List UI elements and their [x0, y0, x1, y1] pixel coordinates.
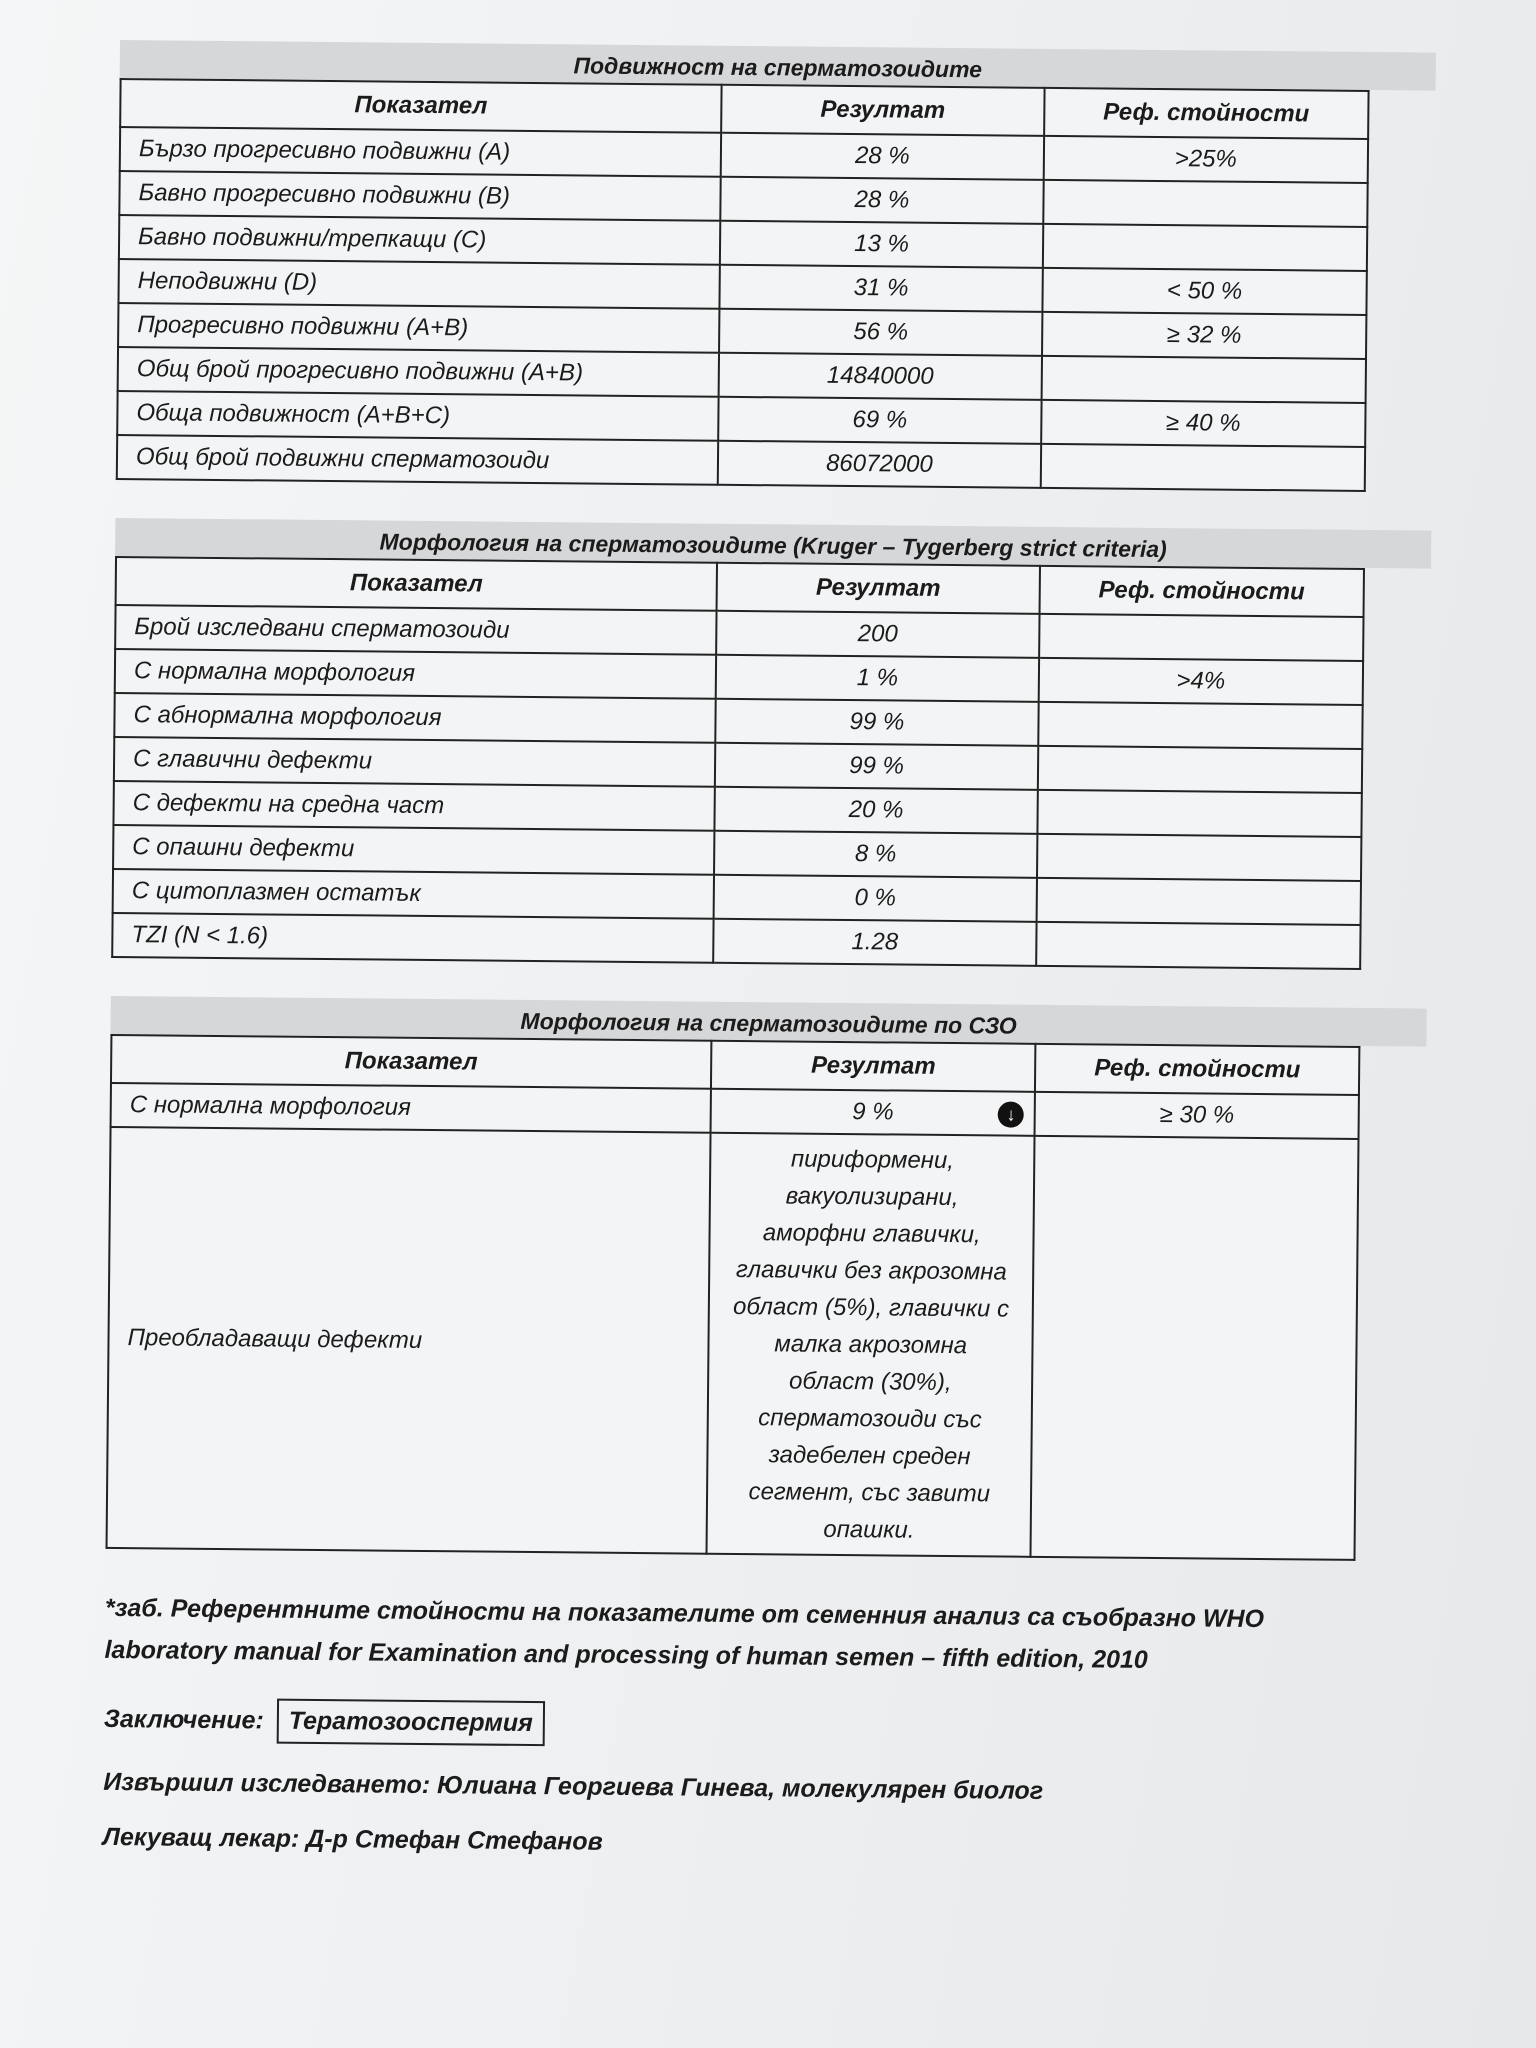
row-name: Преобладаващи дефекти [107, 1127, 711, 1554]
row-result: 13 % [720, 221, 1043, 268]
header-indicator: Показател [111, 1035, 711, 1089]
row-result: 14840000 [719, 353, 1042, 400]
row-result: 99 % [715, 699, 1038, 746]
header-indicator: Показател [120, 79, 722, 133]
row-ref: ≥ 32 % [1042, 312, 1367, 359]
row-name: С цитоплазмен остатък [113, 869, 715, 919]
row-name: Прогресивно подвижни (A+B) [118, 303, 720, 353]
row-result: 20 % [715, 787, 1038, 834]
motility-section [116, 40, 1450, 493]
row-ref [1037, 834, 1362, 881]
row-ref [1037, 790, 1362, 837]
row-result: 28 % [721, 133, 1044, 180]
row-ref [1043, 180, 1368, 227]
defect-line: задебелен среден [768, 1441, 971, 1471]
row-result: 28 % [720, 177, 1043, 224]
row-ref [1036, 878, 1361, 925]
kruger-table [111, 556, 1365, 970]
row-ref [1041, 356, 1366, 403]
conclusion-value: Тератозооспермия [277, 1699, 545, 1747]
defect-line: област (5%), главички с [732, 1292, 1010, 1323]
kruger-section [111, 518, 1445, 971]
row-result-cell [711, 1089, 1036, 1136]
reference-note: *заб. Референтните стойности на показателите от семенния анализ са съобразно WHO laboratory manual for Examination and processing of human semen – fifth edition, 2010 [104, 1593, 1265, 1674]
row-name: Неподвижни (D) [118, 259, 720, 309]
row-ref [1038, 746, 1363, 793]
who-table [106, 1034, 1361, 1561]
defect-line: опашки. [823, 1515, 915, 1544]
row-ref: ≥ 30 % [1035, 1092, 1359, 1139]
row-result: 1.28 [713, 919, 1036, 966]
row-name: С нормална морфология [111, 1083, 711, 1133]
defect-line: главички без акрозомна [735, 1255, 1007, 1286]
header-result: Резултат [721, 85, 1044, 136]
row-ref [1043, 224, 1368, 271]
row-result: 56 % [719, 309, 1042, 356]
row-ref [1039, 614, 1364, 661]
row-name: Общ брой подвижни сперматозоиди [117, 435, 719, 485]
defect-line: вакуолизирани, [785, 1182, 959, 1212]
row-result: 1 % [716, 655, 1039, 702]
kruger-title: Морфология на сперматозоидите (Kruger – Tygerberg strict criteria) [115, 518, 1431, 569]
row-result: 99 % [715, 743, 1038, 790]
row-name: С абнормална морфология [114, 693, 716, 743]
row-name: Бавно подвижни/трепкащи (C) [119, 215, 721, 265]
row-name: Бързо прогресивно подвижни (A) [120, 127, 722, 177]
motility-table [116, 78, 1370, 492]
row-name: С опашни дефекти [113, 825, 715, 875]
row-name: Брой изследвани сперматозоиди [115, 605, 717, 655]
row-name: Бавно прогресивно подвижни (B) [119, 171, 721, 221]
row-result: 31 % [720, 265, 1043, 312]
row-result: 86072000 [718, 441, 1041, 488]
defect-line: сперматозоиди със [758, 1404, 982, 1434]
header-result: Резултат [711, 1041, 1036, 1092]
row-ref [1031, 1136, 1359, 1560]
row-ref: >4% [1038, 658, 1363, 705]
row-result: 69 % [718, 397, 1041, 444]
defect-line: сегмент, със завити [748, 1478, 991, 1508]
row-ref [1038, 702, 1363, 749]
row-ref: < 50 % [1042, 268, 1367, 315]
defect-line: област (30%), [788, 1367, 952, 1397]
defect-line: малка акрозомна [774, 1330, 968, 1360]
row-name: С нормална морфология [115, 649, 717, 699]
row-name: TZI (N < 1.6) [112, 913, 714, 963]
row-name: С дефекти на средна част [113, 781, 715, 831]
row-ref [1036, 922, 1361, 969]
table-row [107, 1127, 1359, 1560]
row-name: С главични дефекти [114, 737, 716, 787]
row-result: 8 % [714, 831, 1037, 878]
row-name: Общ брой прогресивно подвижни (A+B) [118, 347, 720, 397]
lab-report-sheet [103, 40, 1450, 1865]
motility-title: Подвижност на сперматозоидите [120, 40, 1436, 91]
down-arrow-icon: ↓ [998, 1101, 1024, 1127]
row-name: Обща подвижност (A+B+C) [117, 391, 719, 441]
who-title: Морфология на сперматозоидите по СЗО [110, 996, 1426, 1047]
header-reference: Реф. стойности [1039, 566, 1364, 617]
header-indicator: Показател [116, 557, 718, 611]
defects-description [706, 1133, 1034, 1557]
row-result: 200 [716, 611, 1039, 658]
row-ref: >25% [1043, 136, 1368, 183]
performed-by: Извършил изследването: Юлиана Георгиева Гинева, молекулярен биолог [103, 1767, 1044, 1805]
row-result: 0 % [714, 875, 1037, 922]
header-reference: Реф. стойности [1044, 88, 1369, 139]
defect-line: аморфни главички, [762, 1219, 981, 1249]
conclusion-label: Заключение: [103, 1704, 264, 1735]
defect-line: пириформени, [790, 1145, 955, 1175]
header-result: Резултат [717, 563, 1040, 614]
row-ref [1041, 444, 1366, 491]
row-result: 9 % [852, 1098, 894, 1126]
row-ref: ≥ 40 % [1041, 400, 1366, 447]
who-section [106, 996, 1441, 1562]
header-reference: Реф. стойности [1035, 1044, 1359, 1095]
conclusion-line [104, 1697, 1434, 1755]
treating-doctor: Лекуващ лекар: Д-р Стефан Стефанов [102, 1822, 603, 1856]
